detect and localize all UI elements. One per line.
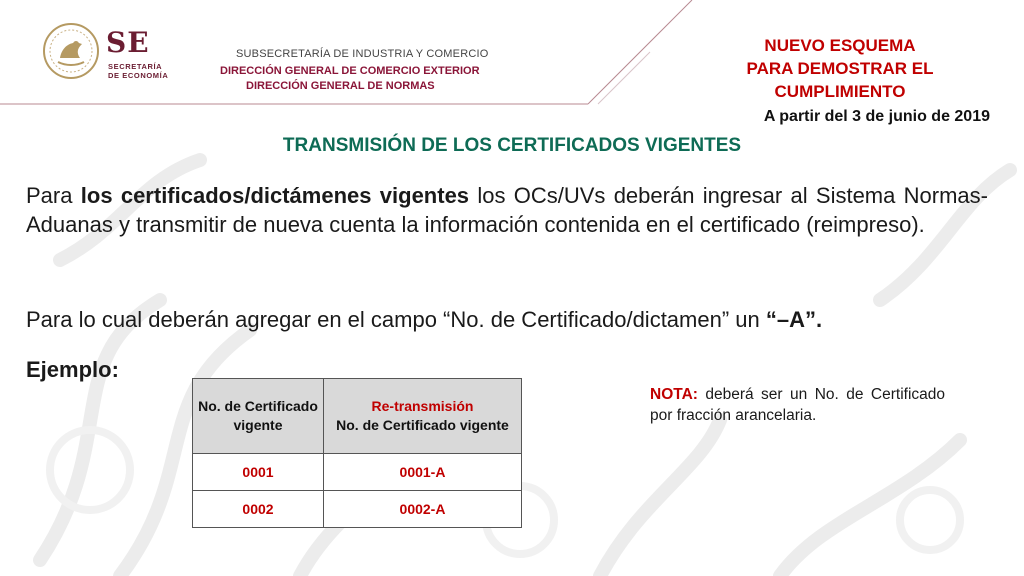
paragraph1-text-after: los OCs/UVs deberán ingresar al Sistema Normas-Aduanas y transmitir de nueva cuenta la información contenida en el certificado (reimpreso). xyxy=(26,183,988,237)
paragraph-certificates xyxy=(26,181,988,239)
paragraph2-bold: “–A”. xyxy=(765,307,823,332)
table-cell-retransmission: 0002-A xyxy=(324,491,522,528)
logo-se-text: SE xyxy=(106,26,150,59)
direccion-normas-text: DIRECCIÓN GENERAL DE NORMAS xyxy=(246,80,435,92)
direccion-comercio-text: DIRECCIÓN GENERAL DE COMERCIO EXTERIOR xyxy=(220,65,480,77)
table-row xyxy=(193,454,522,491)
table-cell-retransmission: 0001-A xyxy=(324,454,522,491)
example-table xyxy=(192,378,522,528)
table-row xyxy=(193,491,522,528)
scheme-banner xyxy=(690,34,990,129)
example-label: Ejemplo: xyxy=(26,357,119,382)
note-label: NOTA: xyxy=(650,386,698,403)
table-cell-original: 0002 xyxy=(193,491,324,528)
banner-line3: CUMPLIMIENTO xyxy=(774,82,906,101)
banner-line2: PARA DEMOSTRAR EL xyxy=(746,59,934,78)
table-cell-original: 0001 xyxy=(193,454,324,491)
secretaria-economia-logo xyxy=(42,22,192,84)
logo-line1: SECRETARÍA xyxy=(108,62,163,71)
column-header-retransmission-title: Re-transmisión xyxy=(371,398,474,414)
paragraph1-bold: los certificados/dictámenes vigentes xyxy=(80,183,470,208)
logo-line2: DE ECONOMÍA xyxy=(108,71,169,80)
paragraph2-text: Para lo cual deberán agregar en el campo “No. de Certificado/dictamen” un xyxy=(26,307,766,332)
column-header-retransmission xyxy=(324,379,522,454)
section-title: TRANSMISIÓN DE LOS CERTIFICADOS VIGENTES xyxy=(282,135,742,156)
banner-line1: NUEVO ESQUEMA xyxy=(764,36,916,55)
column-header-original: No. de Certificado vigente xyxy=(193,379,324,454)
subsecretaria-text: SUBSECRETARÍA DE INDUSTRIA Y COMERCIO xyxy=(236,48,489,60)
national-seal-icon xyxy=(42,22,100,80)
note-text xyxy=(650,384,945,426)
paragraph1-text-before: Para xyxy=(26,183,81,208)
banner-date: A partir del 3 de junio de 2019 xyxy=(763,108,990,125)
note-body: deberá ser un No. de Certificado por fracción arancelaria. xyxy=(650,386,945,424)
paragraph-field-instruction xyxy=(26,305,988,334)
column-header-retransmission-sub: No. de Certificado vigente xyxy=(336,417,509,433)
table-header-row xyxy=(193,379,522,454)
